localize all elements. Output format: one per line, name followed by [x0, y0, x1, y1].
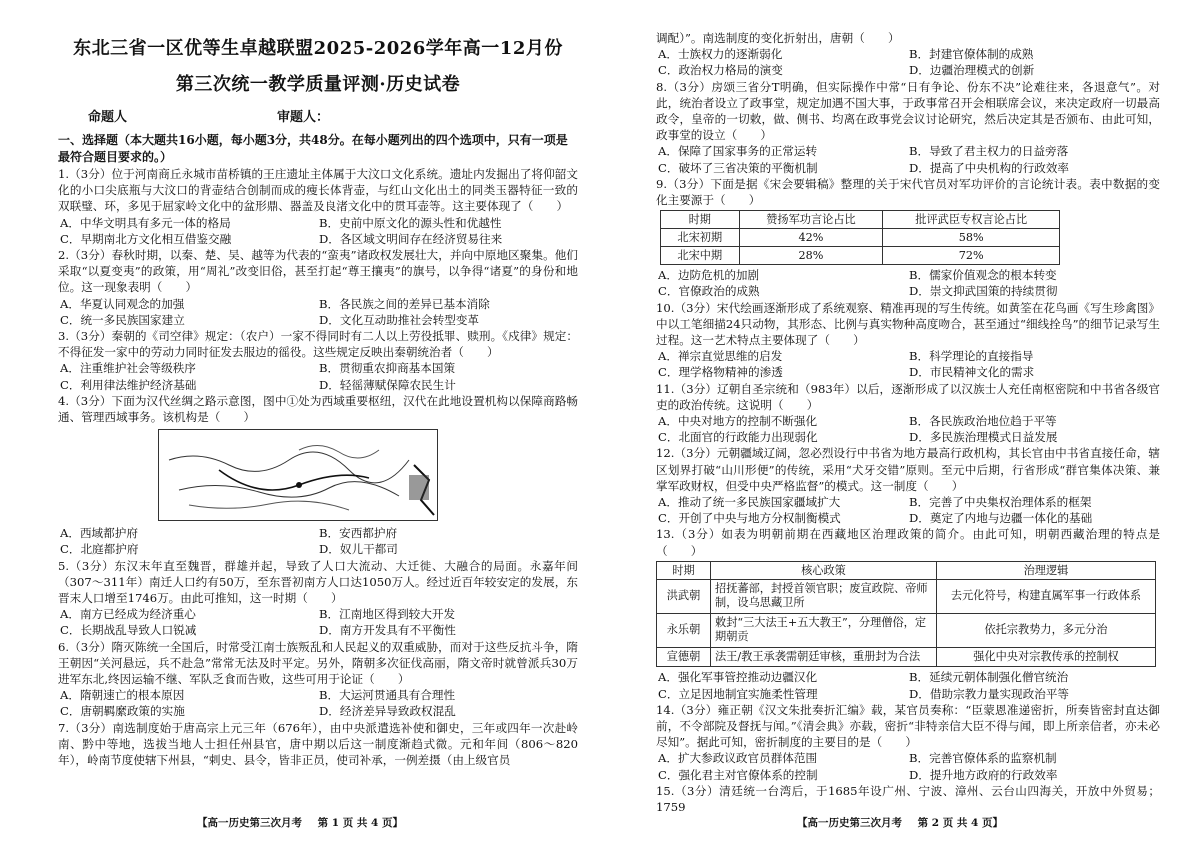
option-b[interactable]: B．安西都护府	[319, 526, 398, 541]
question-4	[58, 393, 578, 558]
table-row	[657, 647, 1156, 667]
question-stem: 4.（3分）下面为汉代丝绸之路示意图，图中①处为西域重要枢纽，汉代在此地设置机构以保障商路畅通、管理西域事务。该机构是（ ）	[58, 393, 578, 425]
option-d[interactable]: D．市民精神文化的需求	[909, 365, 1035, 380]
page-footer	[600, 815, 1200, 830]
table-header-row	[661, 211, 1060, 229]
question-stem: 10.（3分）宋代绘画逐渐形成了系统观察、精准再现的写生传统。如黄筌在花鸟画《写生珍禽图》中以工笔细描24只动物，其形态、比例与真实物种高度吻合，甚至通过“细线拴鸟”的细节记录写生过程。这一艺术特点主要体现了（ ）	[656, 300, 1160, 348]
option-d[interactable]: D．崇文抑武国策的持续贯彻	[909, 284, 1058, 299]
option-d[interactable]: D．借助宗教力量实现政治平等	[909, 686, 1070, 701]
option-c[interactable]: C．政治权力格局的演变	[658, 63, 783, 78]
option-a[interactable]: A．边防危机的加剧	[658, 268, 760, 283]
question-8	[656, 79, 1160, 176]
option-b[interactable]: B．儒家价值观念的根本转变	[909, 268, 1057, 283]
question-14	[656, 702, 1160, 783]
option-b[interactable]: B．延续元朝体制强化僧官统治	[909, 670, 1069, 685]
question-stem: 7.（3分）南选制度始于唐高宗上元三年（676年），由中央派遣选补使和御史，三年或四年一次赴岭南、黔中等地，选拔当地人士担任州县官，唐中期以后这一制度渐趋式微。元和年间（806～820年），岭南节度使辖下州县，“剌史、县令，皆非正员，使司补承，一例差摄（由上级官员	[58, 720, 578, 768]
question-3	[58, 328, 578, 393]
option-a[interactable]: A．南方已经成为经济重心	[60, 607, 196, 622]
table-cell: 28%	[739, 247, 883, 265]
options	[58, 687, 578, 719]
table-header-row	[657, 561, 1156, 579]
table-cell: 58%	[883, 229, 1060, 247]
table-header: 赞扬军功言论占比	[739, 211, 883, 229]
table-cell: 依托宗教势力，多元分治	[937, 613, 1156, 647]
options	[58, 360, 578, 392]
option-d[interactable]: D．多民族治理模式日益发展	[909, 430, 1058, 445]
question-9	[656, 176, 1160, 300]
question-15	[656, 783, 1160, 815]
option-a[interactable]: A．强化军事管控推动边疆汉化	[658, 670, 818, 685]
option-b[interactable]: B．封建官僚体制的成熟	[909, 47, 1034, 62]
table-cell: 敕封“三大法王+五大教王”，分理僧俗，定期朝贡	[711, 613, 937, 647]
question-stem: 1.（3分）位于河南商丘永城市苗桥镇的王庄遗址主体属于大汶口文化系统。遗址内发掘出了将仰韶文化的小口尖底瓶与大汶口的背壶结合创制而成的瘦长体背壶，与红山文化出土的同类玉器特征一致的双联璧、环，多见于屈家岭文化中的盆形鼎、器盖及良渚文化中的贯耳壶等。这主要体现了（ ）	[58, 167, 578, 214]
option-d[interactable]: D．轻徭薄赋保障农民生计	[319, 377, 456, 392]
question-stem: 13.（3分）如表为明朝前期在西藏地区治理政策的简介。由此可知，明朝西藏治理的特点是（ ）	[656, 527, 1160, 558]
option-a[interactable]: A．保障了国家事务的正常运转	[658, 144, 818, 159]
option-a[interactable]: A．隋朝速亡的根本原因	[60, 688, 185, 703]
option-a[interactable]: A．禅宗直觉思维的启发	[658, 349, 783, 364]
table-header: 批评武臣专权言论占比	[883, 211, 1060, 229]
question-stem: 2.（3分）春秋时期，以秦、楚、吴、越等为代表的“蛮夷”诸政权发展壮大，并向中原地区聚集。他们采取“以夏变夷”的政策，用“周礼”改变旧俗，甚至打起“尊王攘夷”的旗号，以争得“诸夏”的身份和地位。这一现象表明（ ）	[58, 248, 578, 295]
option-a[interactable]: A．推动了统一多民族国家疆域扩大	[658, 495, 841, 510]
option-d[interactable]: D．南方开发具有不平衡性	[319, 623, 456, 638]
option-d[interactable]: D．奠定了内地与边疆一体化的基础	[909, 511, 1093, 526]
option-d[interactable]: D．文化互动助推社会转型变革	[319, 312, 480, 327]
option-b[interactable]: B．完善官僚体系的监察机制	[909, 751, 1057, 766]
option-a[interactable]: A．中华文明具有多元一体的格局	[60, 215, 231, 230]
option-a[interactable]: A．注重维护社会等级秩序	[60, 361, 196, 376]
table-row	[657, 613, 1156, 647]
question-6	[58, 639, 578, 720]
author-label: 命题人	[88, 110, 128, 125]
table-cell: 法王/教王承袭需朝廷审核，重册封为合法	[711, 647, 937, 667]
exam-title: 东北三省一区优等生卓越联盟2025-2026学年高一12月份	[73, 38, 563, 59]
section-heading: 一、选择题（本大题共16小题，每小题3分，共48分。在每小题列出的四个选项中，只有一项是最符合题目要求的。）	[58, 133, 568, 164]
table-cell: 招抚蕃部，封授首领官职；废宣政院、帝师制，设乌思藏卫所	[711, 579, 937, 613]
option-c[interactable]: C．北面官的行政能力出现弱化	[658, 430, 818, 445]
footer-page-number: 第 1 页 共 4 页】	[317, 817, 404, 829]
option-c[interactable]: C．长期战乱导致人口锐减	[60, 623, 197, 638]
option-d[interactable]: D．提高了中央机构的行政效率	[909, 160, 1070, 175]
option-b[interactable]: B．大运河贯通具有合理性	[319, 688, 456, 703]
question-stem: 9.（3分）下面是据《宋会要辑稿》整理的关于宋代官员对军功评价的言论统计表。表中数据的变化主要源于（ ）	[656, 176, 1160, 208]
map-drawing	[159, 430, 439, 522]
options	[58, 606, 578, 638]
question-stem: 调配）”。南选制度的变化折射出，唐朝（ ）	[656, 31, 900, 45]
options	[656, 46, 1160, 78]
options	[656, 669, 1160, 701]
option-d[interactable]: D．提升地方政府的行政效率	[909, 767, 1058, 782]
option-c[interactable]: C．理学格物精神的渗透	[658, 365, 783, 380]
table-row	[657, 579, 1156, 613]
table-cell: 永乐朝	[657, 613, 711, 647]
author-line	[58, 106, 578, 128]
options	[656, 143, 1160, 175]
question-stem: 14.（3分）雍正朝《汉文朱批奏折汇编》载，某官员奏称：“臣蒙恩准递密折，所奏皆密封直达御前，不令部院及督抚与闻。”《清会典》亦载，密折“非特亲信大臣不得与闻，即上所亲信者，亦未必尽知”。据此可知，密折制度的主要目的是（ ）	[656, 702, 1160, 750]
question-1	[58, 166, 578, 247]
question-stem: 11.（3分）辽朝自圣宗统和（983年）以后，逐渐形成了以汉族士人充任南枢密院和中书省各级官吏的政治传统。这说明（ ）	[656, 381, 1160, 412]
table-cell: 宣德朝	[657, 647, 711, 667]
table-cell: 北宋中期	[661, 247, 740, 265]
options	[656, 494, 1160, 526]
options	[656, 413, 1160, 445]
option-b[interactable]: B．江南地区得到较大开发	[319, 607, 456, 622]
question-2	[58, 247, 578, 328]
option-c[interactable]: C．强化君主对官僚体系的控制	[658, 767, 818, 782]
options	[656, 348, 1160, 380]
option-c[interactable]: C．开创了中央与地方分权制衡模式	[658, 511, 841, 526]
option-b[interactable]: B．史前中原文化的源头性和优越性	[319, 215, 502, 230]
option-a[interactable]: A．中央对地方的控制不断强化	[658, 414, 818, 429]
exam-subtitle: 第三次统一教学质量评测·历史试卷	[175, 74, 461, 95]
table-header: 时期	[657, 561, 711, 579]
data-table	[660, 210, 1060, 265]
page-footer	[0, 815, 600, 830]
table-header: 时期	[661, 211, 740, 229]
option-b[interactable]: B．各民族政治地位趋于平等	[909, 414, 1057, 429]
table-row	[661, 247, 1060, 265]
option-c[interactable]: C．立足因地制宜实施柔性管理	[658, 686, 818, 701]
option-d[interactable]: D．各区域文明间存在经济贸易往来	[319, 231, 503, 246]
table-header: 治理逻辑	[937, 561, 1156, 579]
option-c[interactable]: C．北庭都护府	[60, 542, 139, 557]
option-a[interactable]: A．扩大参政议政官员群体范围	[658, 751, 818, 766]
option-c[interactable]: C．官僚政治的成熟	[658, 284, 760, 299]
option-c[interactable]: C．利用律法维护经济基础	[60, 377, 197, 392]
question-stem: 15.（3分）清廷统一台湾后，于1685年设广州、宁波、漳州、云台山四海关，开放中外贸易；1759	[656, 783, 1160, 815]
option-d[interactable]: D．边疆治理模式的创新	[909, 63, 1035, 78]
question-stem: 5.（3分）东汉末年直至魏晋，群雄并起，导致了人口大流动、大迁徙、大融合的局面。永嘉年间（307～311年）南迁人口约有50万，至东晋初南方人口达1050万人。经过近百年较安定的发展，东晋末人口增至1746万。由此可推知，这一时期（ ）	[58, 558, 578, 606]
question-5	[58, 558, 578, 639]
question-stem: 8.（3分）房颂三省分T明确，但实际操作中常“日有争论、份东不决”论难往来，各退意气”。对此，统治者设立了政事堂，规定加遇不国大事，于政事常召开会相联席会议，来决定政府一切最高政令，皇帝的一切敕，做、侧书、均离在政事党会议讨论研究，然后决定其是否颁布、由此可知，政事堂的设立（ ）	[656, 79, 1160, 143]
question-7-continued	[656, 30, 1160, 79]
option-b[interactable]: B．贯彻重农抑商基本国策	[319, 361, 456, 376]
table-header: 核心政策	[711, 561, 937, 579]
table-cell: 北宋初期	[661, 229, 740, 247]
option-b[interactable]: B．科学理论的直接指导	[909, 349, 1034, 364]
question-stem: 12.（3分）元朝疆域辽阔，忽必烈设行中书省为地方最高行政机构，其长官由中书省直接任命，辖区划界打破“山川形便”的传统，采用“犬牙交错”原则。至元中后期，行省形成“群官集体决策、兼掌军政财权，但受中央严格监督”的模式。这一制度（ ）	[656, 446, 1160, 493]
question-stem: 6.（3分）隋灭陈统一全国后，时常受江南士族叛乱和人民起义的双重威胁，而对于这些反抗斗争，隋王朝因“关河悬远，兵不赴急”常常无法及时平定。另外，隋朝多次征伐高丽，隋文帝时就曾派兵30万进军东北,终因运输不继、军队乏食而告败，这些可用于论证（ ）	[58, 639, 578, 687]
table-cell: 强化中央对宗教传承的控制权	[937, 647, 1156, 667]
option-b[interactable]: B．导致了君主权力的日益旁落	[909, 144, 1069, 159]
option-a[interactable]: A．西域都护府	[60, 526, 138, 541]
question-7	[58, 720, 578, 769]
option-a[interactable]: A．华夏认同观念的加强	[60, 296, 185, 311]
options	[58, 215, 578, 247]
policy-table	[656, 561, 1156, 668]
table-cell: 42%	[739, 229, 883, 247]
option-c[interactable]: C．破坏了三省决策的平衡机制	[658, 160, 818, 175]
table-row	[661, 229, 1060, 247]
option-d[interactable]: D．经济差异导致政权混乱	[319, 704, 456, 719]
reviewer-label: 审题人：	[277, 110, 330, 125]
page-2	[600, 0, 1200, 848]
options	[58, 296, 578, 328]
table-cell: 去元化符号，构建直属军事一行政体系	[937, 579, 1156, 613]
option-d[interactable]: D．奴儿干都司	[319, 542, 398, 557]
options	[656, 267, 1160, 299]
question-11	[656, 381, 1160, 446]
question-stem: 3.（3分）秦朝的《司空律》规定：（农户）一家不得同时有二人以上劳役抵罪、赎刑。《戍律》规定：不得征发一家中的劳动力同时征发去服边的徭役。这些规定反映出秦朝统治者（ ）	[58, 329, 578, 360]
table-cell: 72%	[883, 247, 1060, 265]
option-c[interactable]: C．唐朝羁縻政策的实施	[60, 704, 185, 719]
question-10	[656, 300, 1160, 381]
option-c[interactable]: C．统一多民族国家建立	[60, 312, 185, 327]
table-cell: 洪武朝	[657, 579, 711, 613]
footer-page-number: 第 2 页 共 4 页】	[917, 817, 1004, 829]
options	[656, 750, 1160, 782]
option-b[interactable]: B．完善了中央集权治理体系的框架	[909, 495, 1092, 510]
options	[58, 525, 578, 557]
question-13	[656, 526, 1160, 701]
option-b[interactable]: B．各民族之间的差异已基本消除	[319, 296, 490, 311]
option-c[interactable]: C．早期南北方文化相互借鉴交融	[60, 231, 232, 246]
footer-subject: 【高一历史第三次月考	[796, 817, 902, 829]
question-12	[656, 445, 1160, 526]
option-a[interactable]: A．士族权力的逐渐弱化	[658, 47, 783, 62]
silk-road-map	[158, 429, 438, 521]
footer-subject: 【高一历史第三次月考	[196, 817, 302, 829]
